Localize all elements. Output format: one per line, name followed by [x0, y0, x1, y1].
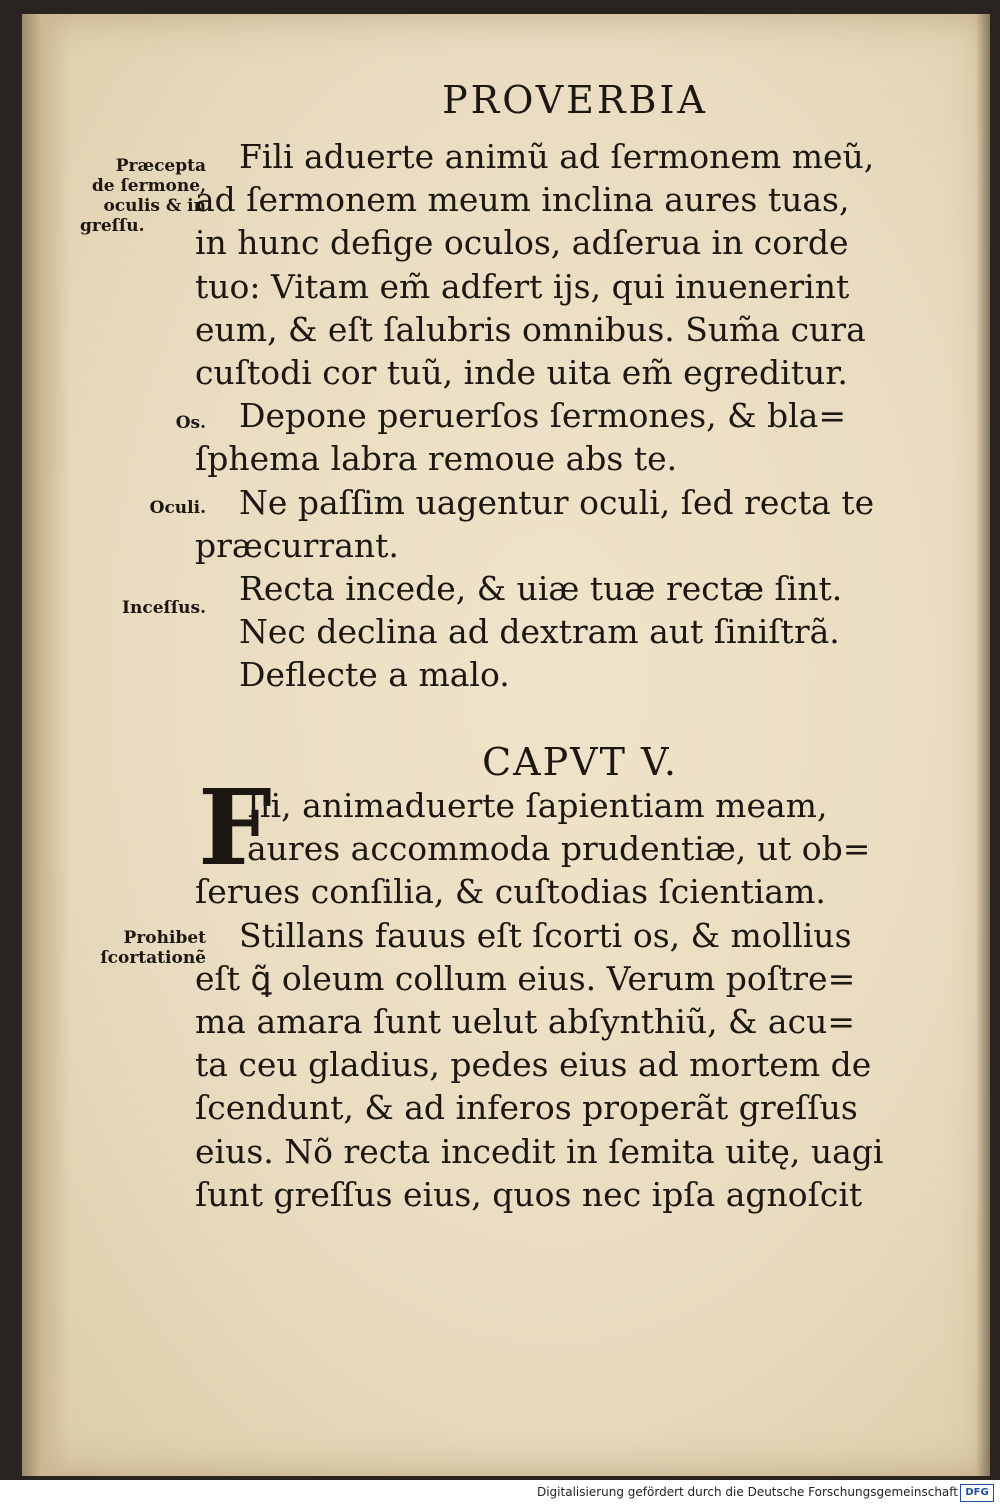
- text-line: aures accommoda prudentiæ, ut ob=: [247, 829, 871, 869]
- text-line: ſerues conſilia, & cuſtodias ſcientiam.: [195, 872, 826, 912]
- text-line: Deflecte a malo.: [239, 655, 510, 695]
- margin-note-line: oculis & in: [103, 196, 206, 216]
- running-head: PROVERBIA: [442, 78, 708, 122]
- text-line: Depone peruerſos ſermones, & bla=: [239, 396, 846, 436]
- text-line: cuſtodi cor tuũ, inde uita em̃ egreditur.: [195, 352, 848, 392]
- text-line: Stillans fauus eſt ſcorti os, & mollius: [239, 915, 852, 955]
- margin-note-line: greſſu.: [80, 216, 145, 236]
- margin-note-prohibet: [66, 928, 206, 968]
- margin-note-incessus: Inceſſus.: [122, 598, 206, 618]
- text-line: in hunc defige oculos, adſerua in corde: [195, 223, 849, 263]
- text-line: eſt ꝗ̃ oleum collum eius. Verum poſtre=: [195, 958, 856, 998]
- dfg-logo: DFG: [960, 1484, 994, 1502]
- text-line: eum, & eſt ſalubris omnibus. Sum̃a cura: [195, 309, 866, 349]
- text-line: Ili, animaduerte ſapientiam meam,: [247, 786, 828, 825]
- text-line: eius. Nõ recta incedit in ſemita uitę, uagi: [195, 1131, 884, 1171]
- margin-note-oculi: Oculi.: [149, 498, 206, 518]
- text-line: ma amara ſunt uelut abſynthiũ, & acu=: [195, 1001, 855, 1041]
- margin-note-line: ſcortationẽ: [100, 948, 206, 968]
- text-line: ad ſermonem meum inclina aures tuas,: [195, 180, 850, 220]
- text-line: Fili aduerte animũ ad ſermonem meũ,: [239, 137, 875, 176]
- footer-credit: Digitalisierung gefördert durch die Deutsche Forschungsgemeinschaft: [536, 1485, 958, 1499]
- text-line: præcurrant.: [195, 525, 399, 565]
- digitization-footer: [0, 1480, 1000, 1505]
- page-edge: [976, 14, 990, 1476]
- chapter-heading: CAPVT V.: [482, 740, 678, 784]
- text-line: ſphema labra remoue abs te.: [195, 439, 678, 479]
- margin-note-line: Præcepta: [115, 156, 206, 176]
- margin-note-os: Os.: [175, 413, 206, 433]
- drop-cap: F: [198, 766, 272, 889]
- text-line: ſcendunt, & ad inferos properãt greſſus: [195, 1088, 858, 1128]
- page-gutter: [22, 14, 70, 1476]
- margin-note-precepta: [66, 156, 206, 236]
- text-line: Ne paſſim uagentur oculi, ſed recta te: [239, 482, 875, 522]
- text-line: tuo: Vitam em̃ adfert ijs, qui inuenerint: [195, 266, 850, 306]
- text-line: Nec declina ad dextram aut ſiniſtrã.: [239, 612, 840, 652]
- text-line: ſunt greſſus eius, quos nec ipſa agnoſcit: [195, 1174, 863, 1214]
- text-line: Recta incede, & uiæ tuæ rectæ ſint.: [239, 568, 843, 608]
- margin-note-line: Prohibet: [123, 928, 206, 948]
- body-text-lower: [195, 784, 925, 1216]
- margin-note-line: de ſermone,: [91, 176, 206, 196]
- text-line: ta ceu gladius, pedes eius ad mortem de: [195, 1045, 872, 1085]
- body-text-upper: [195, 135, 925, 696]
